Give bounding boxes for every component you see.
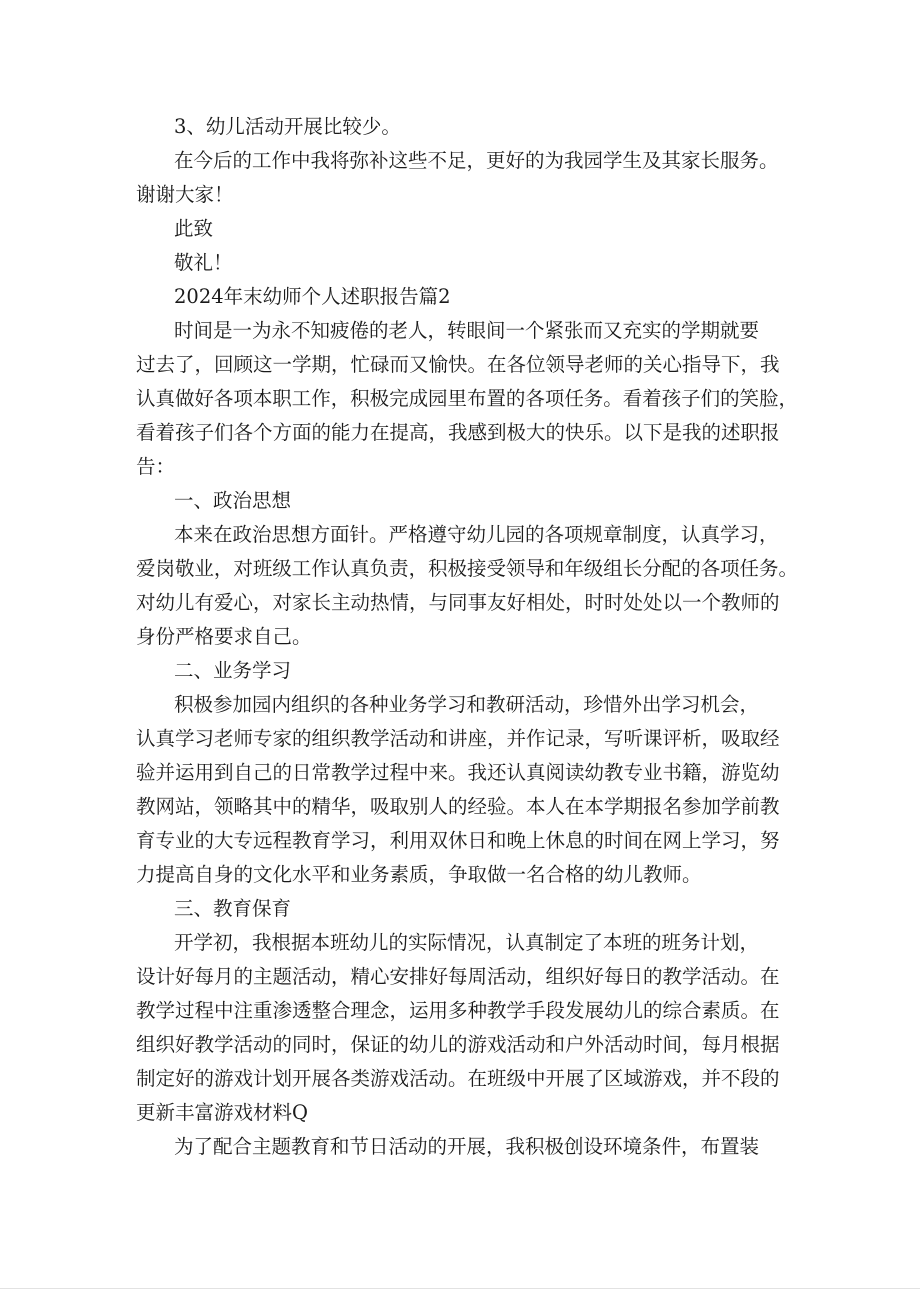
text-line: 三、教育保育: [174, 897, 292, 920]
text-line: 2024年末幼师个人述职报告篇2: [174, 285, 451, 308]
document-page: [136, 110, 798, 1164]
text-line: 3、幼儿活动开展比较少。: [174, 115, 401, 138]
text-line: 过去了，回顾这一学期，忙碌而又愉快。在各位领导老师的关心指导下，我: [136, 353, 780, 376]
text-line: 育专业的大专远程教育学习，利用双休日和晚上休息的时间在网上学习，努: [136, 829, 780, 852]
text-line: 更新丰富游戏材料Q: [136, 1101, 308, 1124]
text-line: 教学过程中注重渗透整合理念，运用多种教学手段发展幼儿的综合素质。在: [136, 999, 780, 1022]
text-line: 看着孩子们各个方面的能力在提高，我感到极大的快乐。以下是我的述职报: [136, 421, 780, 444]
text-line: 积极参加园内组织的各种业务学习和教研活动，珍惜外出学习机会，: [174, 693, 760, 716]
text-line: 组织好教学活动的同时，保证的幼儿的游戏活动和户外活动时间，每月根据: [136, 1033, 780, 1056]
text-line: 开学初，我根据本班幼儿的实际情况，认真制定了本班的班务计划，: [174, 931, 760, 954]
text-line: 验并运用到自己的日常教学过程中来。我还认真阅读幼教专业书籍，游览幼: [136, 761, 780, 784]
text-line: 设计好每月的主题活动，精心安排好每周活动，组织好每日的教学活动。在: [136, 965, 780, 988]
text-line: 认真学习老师专家的组织教学活动和讲座，并作记录，写听课评析，吸取经: [136, 727, 780, 750]
text-line: 对幼儿有爱心，对家长主动热情，与同事友好相处，时时处处以一个教师的: [136, 591, 780, 614]
text-line: 时间是一为永不知疲倦的老人，转眼间一个紧张而又充实的学期就要: [174, 319, 760, 342]
text-line: 制定好的游戏计划开展各类游戏活动。在班级中开展了区域游戏，并不段的: [136, 1067, 780, 1090]
text-line: 教网站，领略其中的精华，吸取别人的经验。本人在本学期报名参加学前教: [136, 795, 780, 818]
text-line: 在今后的工作中我将弥补这些不足，更好的为我园学生及其家长服务。: [174, 149, 779, 172]
text-line: 二、业务学习: [174, 659, 292, 682]
text-line: 此致: [174, 217, 214, 240]
text-line: 爱岗敬业，对班级工作认真负责，积极接受领导和年级组长分配的各项任务。: [136, 557, 798, 580]
text-line: 为了配合主题教育和节日活动的开展，我积极创设环境条件，布置装: [174, 1135, 760, 1158]
text-line: 告：: [136, 455, 176, 478]
text-line: 身份严格要求自己。: [136, 625, 312, 648]
text-line: 谢谢大家！: [136, 183, 234, 206]
text-line: 认真做好各项本职工作，积极完成园里布置的各项任务。看着孩子们的笑脸，: [136, 387, 798, 410]
text-line: 一、政治思想: [174, 489, 292, 512]
text-line: 本来在政治思想方面针。严格遵守幼儿园的各项规章制度，认真学习，: [174, 523, 779, 546]
page-bottom-divider: [0, 1288, 920, 1289]
text-line: 力提高自身的文化水平和业务素质，争取做一名合格的幼儿教师。: [136, 863, 702, 886]
text-line: 敬礼！: [174, 251, 233, 274]
